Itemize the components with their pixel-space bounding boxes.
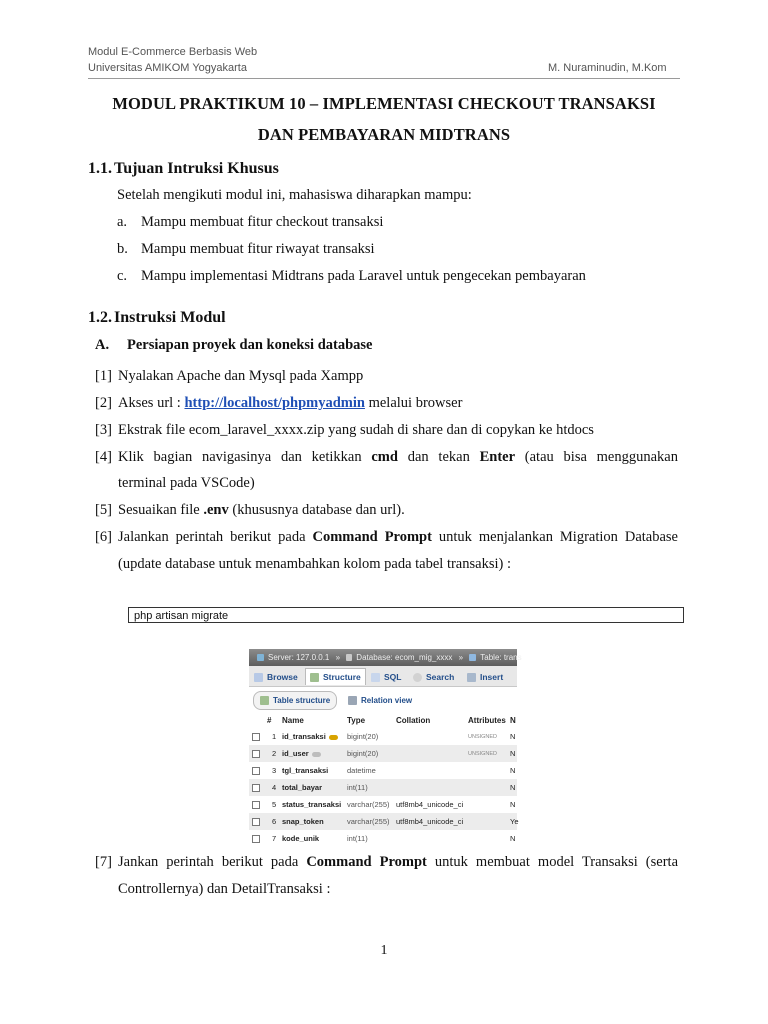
tab-insert[interactable]: [467, 669, 503, 685]
step-number: [4]: [95, 449, 112, 465]
tab-label: Insert: [480, 672, 504, 682]
subsection-title: Persiapan proyek dan koneksi database: [127, 337, 373, 353]
row-number: 1: [272, 732, 277, 741]
step-3: [95, 422, 678, 442]
tab-search[interactable]: [413, 669, 454, 685]
table-row[interactable]: [249, 779, 517, 796]
relation-icon: [348, 696, 357, 705]
row-name: status_transaksi: [282, 800, 342, 809]
step-2: [95, 395, 678, 415]
pma-breadcrumb: [249, 649, 522, 666]
table-row[interactable]: [249, 813, 517, 830]
header-university: Universitas AMIKOM Yogyakarta: [88, 62, 247, 74]
primary-key-icon: [329, 735, 338, 740]
step-number: [1]: [95, 368, 112, 384]
row-null: N: [510, 766, 516, 775]
row-collation: utf8mb4_unicode_ci: [396, 800, 464, 809]
row-name: [282, 732, 338, 741]
row-checkbox[interactable]: [252, 818, 260, 826]
step-number: [7]: [95, 854, 112, 870]
row-type: int(11): [347, 783, 368, 792]
page-title-line1: MODUL PRAKTIKUM 10 – IMPLEMENTASI CHECKOUT TRANSAKSI: [112, 94, 656, 113]
objective-text: Mampu membuat fitur riwayat transaksi: [141, 241, 375, 257]
row-null: N: [510, 749, 516, 758]
cmd-keyword: cmd: [371, 449, 398, 465]
tab-label: Structure: [323, 672, 361, 682]
section-heading-1: [88, 160, 279, 178]
search-icon: [413, 673, 422, 682]
step-5: [95, 502, 678, 522]
tab-label: Browse: [267, 672, 298, 682]
col-header-null[interactable]: N: [510, 716, 516, 725]
row-number: 7: [272, 834, 277, 843]
objective-item: [117, 268, 586, 285]
step-text-line2: (update database untuk menambahkan kolom pada tabel transaksi) :: [118, 556, 511, 572]
subtab-relation-view[interactable]: [341, 691, 419, 710]
row-null: N: [510, 783, 516, 792]
step-number: [2]: [95, 395, 112, 411]
step-6: [95, 529, 678, 577]
col-header-attributes[interactable]: Attributes: [468, 716, 506, 725]
pma-tabs: [249, 666, 517, 687]
subtab-label: Table structure: [273, 696, 331, 705]
table-structure-icon: [260, 696, 269, 705]
step-text-line1: [118, 854, 678, 871]
step-text-pre: Akses url :: [118, 395, 185, 411]
section-intro: Setelah mengikuti modul ini, mahasiswa diharapkan mampu:: [117, 187, 472, 203]
row-number: 2: [272, 749, 277, 758]
step-number: [5]: [95, 502, 112, 518]
row-type: varchar(255): [347, 800, 390, 809]
phpmyadmin-link[interactable]: http://localhost/phpmyadmin: [184, 395, 365, 411]
row-type: bigint(20): [347, 749, 379, 758]
breadcrumb-table[interactable]: Table: trans: [480, 653, 522, 662]
row-name: tgl_transaksi: [282, 766, 329, 775]
command-prompt-keyword: Command Prompt: [312, 529, 432, 545]
step-text: [118, 395, 678, 412]
row-null: N: [510, 732, 516, 741]
subsection-heading: [95, 337, 372, 354]
row-attributes: UNSIGNED: [468, 734, 498, 740]
row-checkbox[interactable]: [252, 784, 260, 792]
server-icon: [257, 654, 264, 661]
row-name: kode_unik: [282, 834, 320, 843]
row-null: N: [510, 834, 516, 843]
header-divider: [88, 78, 680, 79]
row-name: snap_token: [282, 817, 324, 826]
breadcrumb-separator: »: [335, 653, 341, 662]
table-icon: [469, 654, 476, 661]
tab-label: SQL: [384, 672, 402, 682]
field-name: id_transaksi: [282, 732, 326, 741]
step-number: [6]: [95, 529, 112, 545]
section-number: 1.1.: [88, 160, 112, 177]
page-number: 1: [380, 943, 388, 958]
code-block-migrate: php artisan migrate: [128, 607, 684, 623]
subtab-table-structure[interactable]: [253, 691, 337, 710]
row-name: [282, 749, 321, 758]
row-checkbox[interactable]: [252, 767, 260, 775]
breadcrumb-database[interactable]: Database: ecom_mig_xxxx: [356, 653, 453, 662]
step-text: Ekstrak file ecom_laravel_xxxx.zip yang sudah di share dan di copykan ke htdocs: [118, 422, 594, 438]
page-title-line2: DAN PEMBAYARAN MIDTRANS: [257, 125, 511, 144]
row-type: int(11): [347, 834, 368, 843]
index-key-icon: [312, 752, 321, 757]
header-author: M. Nuraminudin, M.Kom: [548, 62, 667, 74]
row-number: 6: [272, 817, 277, 826]
row-type: varchar(255): [347, 817, 390, 826]
col-header-type[interactable]: Type: [347, 716, 366, 725]
objective-item: [117, 214, 383, 231]
row-checkbox[interactable]: [252, 733, 260, 741]
field-name: id_user: [282, 749, 309, 758]
table-row[interactable]: [249, 830, 517, 847]
step-text-part: Klik bagian navigasinya dan ketikkan: [118, 449, 372, 465]
insert-icon: [467, 673, 476, 682]
step-text-part: (atau bisa menggunakan: [515, 449, 678, 465]
step-4: [95, 449, 678, 497]
row-checkbox[interactable]: [252, 801, 260, 809]
table-row[interactable]: [249, 745, 517, 762]
tab-structure[interactable]: [305, 668, 366, 685]
objective-text: Mampu membuat fitur checkout transaksi: [141, 214, 384, 230]
step-text-part: untuk membuat model Transaksi (serta: [426, 854, 679, 870]
row-name: total_bayar: [282, 783, 323, 792]
row-null: N: [510, 800, 516, 809]
browse-icon: [254, 673, 263, 682]
sql-icon: [371, 673, 380, 682]
step-7: [95, 854, 678, 902]
objective-label: b.: [117, 241, 128, 257]
row-checkbox[interactable]: [252, 835, 260, 843]
objective-text: Mampu implementasi Midtrans pada Laravel untuk pengecekan pembayaran: [141, 268, 586, 284]
step-text-part: dan tekan: [397, 449, 480, 465]
breadcrumb-separator: »: [458, 653, 464, 662]
col-header-number: #: [267, 716, 272, 725]
step-text-part: (khususnya database dan url).: [228, 502, 405, 518]
step-text-line1: [118, 529, 678, 546]
row-type: datetime: [347, 766, 376, 775]
enter-keyword: Enter: [479, 449, 516, 465]
row-number: 5: [272, 800, 277, 809]
structure-icon: [310, 673, 319, 682]
phpmyadmin-screenshot: [249, 649, 522, 845]
env-keyword: .env: [203, 502, 229, 518]
row-attributes: UNSIGNED: [468, 751, 498, 757]
step-text-post: melalui browser: [364, 395, 463, 411]
row-type: bigint(20): [347, 732, 379, 741]
step-text-line1: [118, 449, 678, 466]
step-text: [118, 502, 678, 519]
row-null: Ye: [510, 817, 519, 826]
row-number: 3: [272, 766, 277, 775]
step-text-part: untuk menjalankan Migration Database: [431, 529, 678, 545]
row-checkbox[interactable]: [252, 750, 260, 758]
section-title: Instruksi Modul: [114, 309, 226, 326]
col-header-name[interactable]: Name: [282, 716, 304, 725]
subtab-label: Relation view: [361, 696, 413, 705]
header-course: Modul E-Commerce Berbasis Web: [88, 46, 258, 58]
tab-browse[interactable]: [254, 669, 298, 685]
step-text-part: Sesuaikan file: [118, 502, 204, 518]
table-row[interactable]: [249, 796, 517, 813]
breadcrumb-server[interactable]: Server: 127.0.0.1: [268, 653, 330, 662]
col-header-collation[interactable]: Collation: [396, 716, 431, 725]
section-number: 1.2.: [88, 309, 112, 326]
step-1: [95, 368, 678, 388]
command-prompt-keyword: Command Prompt: [306, 854, 427, 870]
step-number: [3]: [95, 422, 112, 438]
objective-label: c.: [117, 268, 128, 284]
row-number: 4: [272, 783, 277, 792]
step-text-part: Jalankan perintah berikut pada: [118, 529, 313, 545]
table-row[interactable]: [249, 762, 517, 779]
tab-label: Search: [426, 672, 455, 682]
tab-sql[interactable]: [371, 669, 401, 685]
section-heading-2: [88, 309, 226, 327]
subsection-label: A.: [95, 337, 110, 353]
objective-label: a.: [117, 214, 128, 230]
section-title: Tujuan Intruksi Khusus: [114, 160, 279, 177]
step-text-line2: terminal pada VSCode): [118, 475, 255, 491]
table-row[interactable]: [249, 728, 517, 745]
database-icon: [346, 654, 352, 661]
objective-item: [117, 241, 375, 258]
step-text-line2: Controllernya) dan DetailTransaksi :: [118, 881, 331, 897]
step-text-part: Jankan perintah berikut pada: [118, 854, 307, 870]
row-collation: utf8mb4_unicode_ci: [396, 817, 464, 826]
step-text: Nyalakan Apache dan Mysql pada Xampp: [118, 368, 364, 384]
